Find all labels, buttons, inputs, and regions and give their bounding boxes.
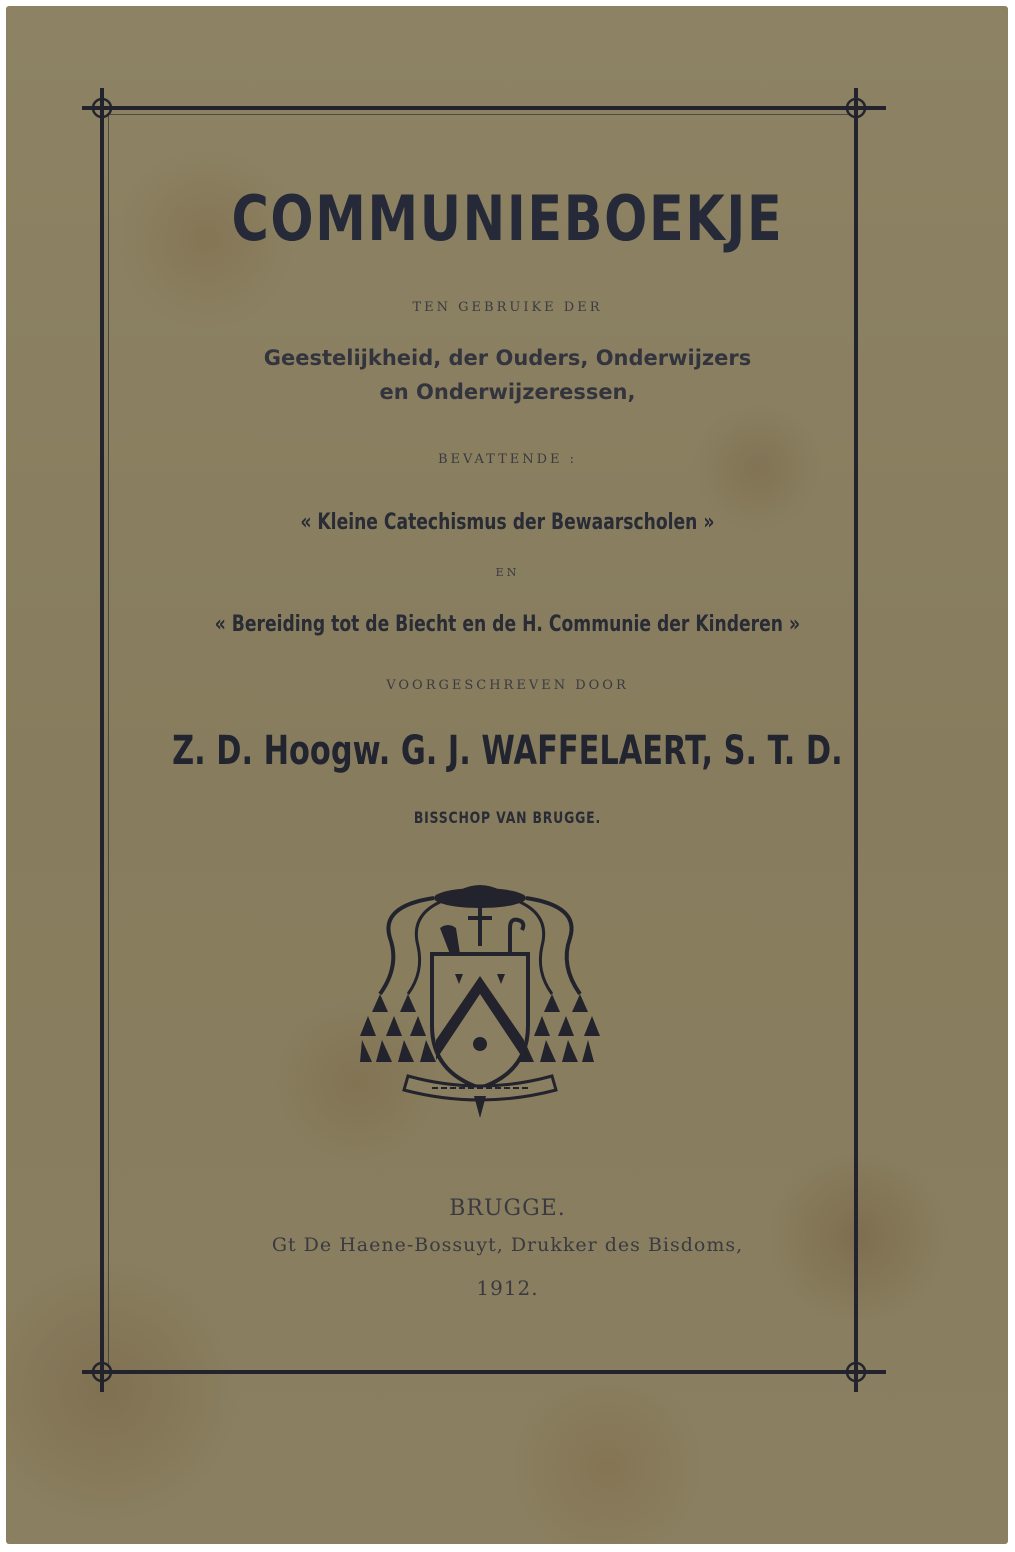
frame-top-inner-line bbox=[108, 114, 850, 115]
bevattende-label: BEVATTENDE : bbox=[437, 452, 578, 467]
imprint-year: 1912. bbox=[476, 1276, 539, 1300]
corner-ornament-icon bbox=[82, 1352, 122, 1392]
imprint-city: BRUGGE. bbox=[449, 1196, 566, 1221]
conjunction-en: EN bbox=[495, 566, 520, 579]
imprint-printer: Gt De Haene-Bossuyt, Drukker des Bisdoms, bbox=[271, 1234, 744, 1256]
book-title: COMMUNIEBOEKJE bbox=[231, 182, 784, 255]
author-title: BISSCHOP VAN BRUGGE. bbox=[413, 808, 601, 827]
content-part-1: « Kleine Catechismus der Bewaarscholen » bbox=[300, 510, 715, 535]
voorgeschreven-label: VOORGESCHREVEN DOOR bbox=[386, 678, 629, 693]
author-name: Z. D. Hoogw. G. J. WAFFELAERT, S. T. D. bbox=[172, 728, 843, 774]
corner-ornament-icon bbox=[836, 88, 876, 128]
content-part-2: « Bereiding tot de Biecht en de H. Communie der Kinderen » bbox=[214, 612, 801, 637]
frame-top-line bbox=[82, 106, 886, 110]
audience-line-1: Geestelijkheid, der Ouders, Onderwijzers bbox=[263, 346, 752, 370]
audience-line-2: en Onderwijzeressen, bbox=[379, 380, 636, 404]
corner-ornament-icon bbox=[82, 88, 122, 128]
coat-of-arms-icon bbox=[360, 876, 600, 1126]
subtitle-ten-gebruike: TEN GEBRUIKE DER bbox=[412, 300, 603, 315]
corner-ornament-icon bbox=[836, 1352, 876, 1392]
frame-bottom-line bbox=[82, 1370, 886, 1374]
